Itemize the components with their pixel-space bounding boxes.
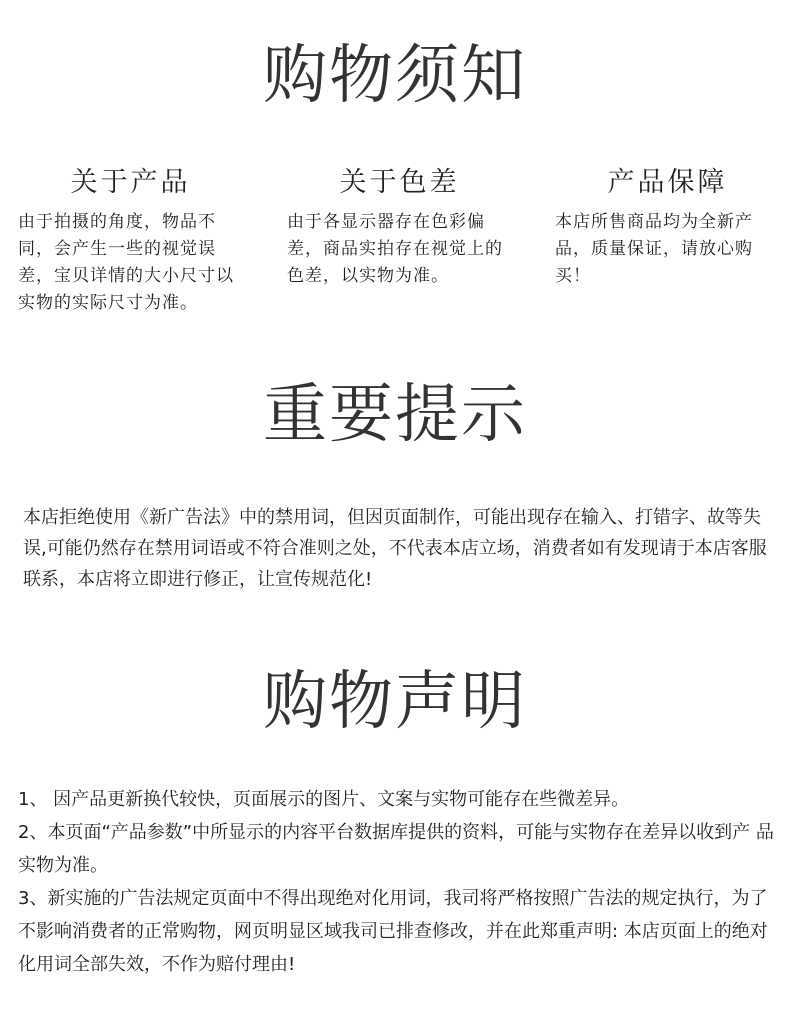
about-color-heading: 关于色差 bbox=[339, 167, 460, 198]
important-tips-text: 本店拒绝使用《新广告法》中的禁用词，但因页面制作，可能出现存在输入、打错字、故等失误,可能仍然存在禁用词语或不符合准则之处，不代表本店立场，消费者如有发现请于本店客服联系，本店将立即进行修正，让宣传规范化! bbox=[23, 507, 767, 590]
shopping-statement-list bbox=[18, 783, 778, 981]
important-tips-title: 重要提示 bbox=[263, 378, 527, 452]
statement-item-1: 1、 因产品更新换代较快，页面展示的图片、文案与实物可能存在些微差异。 bbox=[18, 789, 630, 810]
about-product-text: 由于拍摄的角度，物品不同，会产生一些的视觉误差，宝贝详情的大小尺寸以实物的实际尺寸为准。 bbox=[18, 212, 234, 313]
about-color-column bbox=[287, 160, 512, 290]
product-guarantee-column bbox=[555, 160, 780, 290]
statement-item-3: 3、新实施的广告法规定页面中不得出现绝对化用词，我司将严格按照广告法的规定执行，为了不影响消费者的正常购物，网页明显区域我司已排查修改，并在此郑重声明: 本店页面上的绝对化用词全部失效，不作为赔付理由! bbox=[18, 888, 768, 975]
about-color-text: 由于各显示器存在色彩偏差，商品实拍存在视觉上的色差，以实物为准。 bbox=[287, 212, 503, 286]
about-product-heading: 关于产品 bbox=[70, 167, 191, 198]
shopping-statement-title: 购物声明 bbox=[263, 665, 527, 739]
shopping-notice-title: 购物须知 bbox=[263, 39, 527, 113]
about-product-column bbox=[18, 160, 243, 317]
statement-item-2: 2、本页面“产品参数”中所显示的内容平台数据库提供的资料，可能与实物存在差异以收到产 品实物为准。 bbox=[18, 822, 774, 876]
product-guarantee-text: 本店所售商品均为全新产品，质量保证，请放心购买！ bbox=[555, 212, 753, 286]
product-guarantee-heading: 产品保障 bbox=[607, 167, 728, 198]
